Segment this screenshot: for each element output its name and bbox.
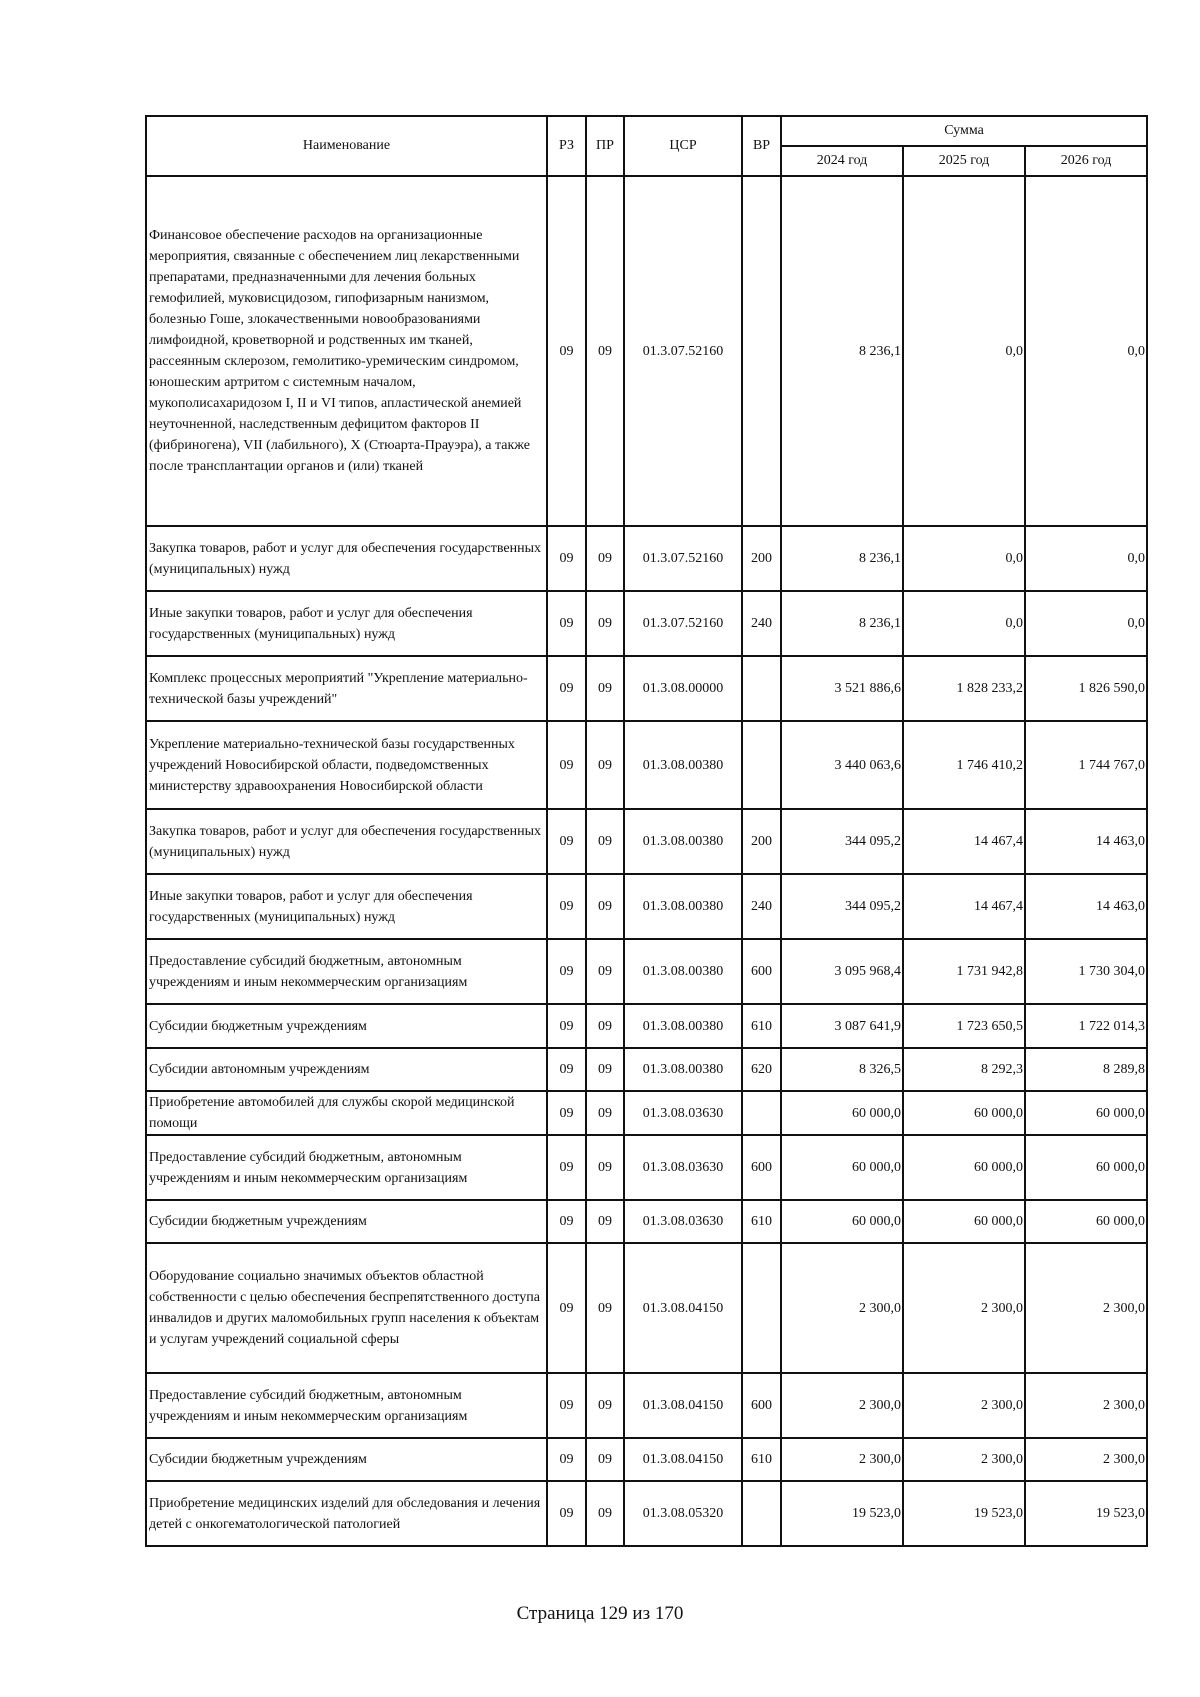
row-amount-2025: 2 300,0 [903,1243,1025,1373]
row-amount-2025: 0,0 [903,176,1025,526]
table-row [146,1135,1147,1200]
row-amount-2024: 2 300,0 [781,1373,903,1438]
header-pr: ПР [586,116,624,176]
row-vr [742,1243,781,1373]
row-pr: 09 [586,721,624,809]
row-amount-2025: 0,0 [903,591,1025,656]
row-csr: 01.3.08.03630 [624,1200,742,1243]
row-vr: 200 [742,809,781,874]
table-row [146,1091,1147,1135]
row-name: Финансовое обеспечение расходов на организационные мероприятия, связанные с обеспечением лиц лекарственными препаратами, предназначенными для лечения больных гемофилией, муковисцидозом, гипофизарным нанизмом, болезнью Гоше, злокачественными новообразованиями лимфоидной, кроветворной и родственных им тканей, рассеянным склерозом, гемолитико-уремическим синдромом, юношеским артритом с системным началом, мукополисахаридозом I, II и VI типов, апластической анемией неуточненной, наследственным дефицитом факторов II (фибриногена), VII (лабильного), X (Стюарта-Прауэра), а также после трансплантации органов и (или) тканей [146,176,547,526]
table-row [146,1481,1147,1546]
row-name: Закупка товаров, работ и услуг для обеспечения государственных (муниципальных) нужд [146,526,547,591]
table-row [146,176,1147,526]
row-amount-2026: 2 300,0 [1025,1438,1147,1481]
row-rz: 09 [547,1091,586,1135]
table-row [146,656,1147,721]
row-vr: 240 [742,591,781,656]
row-amount-2026: 60 000,0 [1025,1135,1147,1200]
row-vr [742,176,781,526]
row-amount-2024: 8 236,1 [781,176,903,526]
header-year-2025: 2025 год [903,146,1025,176]
table-row [146,591,1147,656]
row-amount-2025: 60 000,0 [903,1091,1025,1135]
table-header [146,116,1147,176]
row-name: Комплекс процессных мероприятий "Укрепление материально-технической базы учреждений" [146,656,547,721]
row-vr: 600 [742,939,781,1004]
table-row [146,1373,1147,1438]
row-amount-2025: 19 523,0 [903,1481,1025,1546]
row-csr: 01.3.08.05320 [624,1481,742,1546]
row-csr: 01.3.08.00000 [624,656,742,721]
row-rz: 09 [547,939,586,1004]
row-pr: 09 [586,1438,624,1481]
row-name: Предоставление субсидий бюджетным, автономным учреждениям и иным некоммерческим организациям [146,1373,547,1438]
budget-table [145,115,1148,1547]
row-amount-2024: 344 095,2 [781,874,903,939]
row-amount-2025: 0,0 [903,526,1025,591]
row-pr: 09 [586,1004,624,1048]
table-body [146,176,1147,1546]
row-pr: 09 [586,1200,624,1243]
row-vr: 200 [742,526,781,591]
row-amount-2024: 8 236,1 [781,526,903,591]
header-rz: РЗ [547,116,586,176]
row-pr: 09 [586,1091,624,1135]
table-row [146,1004,1147,1048]
row-pr: 09 [586,526,624,591]
row-amount-2024: 60 000,0 [781,1200,903,1243]
row-rz: 09 [547,1135,586,1200]
table-row [146,526,1147,591]
row-amount-2025: 14 467,4 [903,809,1025,874]
row-csr: 01.3.08.03630 [624,1091,742,1135]
row-csr: 01.3.08.00380 [624,721,742,809]
row-amount-2026: 2 300,0 [1025,1373,1147,1438]
table-row [146,1048,1147,1091]
row-csr: 01.3.07.52160 [624,526,742,591]
row-amount-2025: 1 731 942,8 [903,939,1025,1004]
row-amount-2025: 1 723 650,5 [903,1004,1025,1048]
row-amount-2026: 60 000,0 [1025,1091,1147,1135]
row-amount-2026: 8 289,8 [1025,1048,1147,1091]
row-amount-2024: 60 000,0 [781,1091,903,1135]
row-amount-2025: 14 467,4 [903,874,1025,939]
row-amount-2025: 1 828 233,2 [903,656,1025,721]
row-vr: 600 [742,1373,781,1438]
row-amount-2026: 60 000,0 [1025,1200,1147,1243]
row-name: Субсидии автономным учреждениям [146,1048,547,1091]
header-sum: Сумма [781,116,1147,146]
row-name: Оборудование социально значимых объектов областной собственности с целью обеспечения беспрепятственного доступа инвалидов и других маломобильных групп населения к объектам и услугам учреждений социальной сферы [146,1243,547,1373]
row-name: Закупка товаров, работ и услуг для обеспечения государственных (муниципальных) нужд [146,809,547,874]
row-rz: 09 [547,1438,586,1481]
row-amount-2024: 8 236,1 [781,591,903,656]
row-amount-2024: 344 095,2 [781,809,903,874]
row-rz: 09 [547,721,586,809]
row-pr: 09 [586,809,624,874]
row-amount-2024: 2 300,0 [781,1438,903,1481]
row-rz: 09 [547,1481,586,1546]
row-csr: 01.3.08.00380 [624,939,742,1004]
row-amount-2026: 14 463,0 [1025,809,1147,874]
row-rz: 09 [547,1200,586,1243]
row-pr: 09 [586,1048,624,1091]
row-rz: 09 [547,526,586,591]
row-pr: 09 [586,1135,624,1200]
row-amount-2026: 1 722 014,3 [1025,1004,1147,1048]
row-amount-2024: 3 087 641,9 [781,1004,903,1048]
row-csr: 01.3.07.52160 [624,591,742,656]
row-amount-2024: 3 521 886,6 [781,656,903,721]
header-vr: ВР [742,116,781,176]
row-pr: 09 [586,176,624,526]
row-csr: 01.3.08.00380 [624,1048,742,1091]
row-csr: 01.3.08.00380 [624,1004,742,1048]
header-csr: ЦСР [624,116,742,176]
row-amount-2024: 8 326,5 [781,1048,903,1091]
row-vr: 610 [742,1004,781,1048]
row-amount-2026: 1 744 767,0 [1025,721,1147,809]
row-csr: 01.3.08.00380 [624,809,742,874]
row-rz: 09 [547,1004,586,1048]
table-row [146,939,1147,1004]
row-amount-2024: 60 000,0 [781,1135,903,1200]
table-row [146,874,1147,939]
row-name: Укрепление материально-технической базы государственных учреждений Новосибирской области, подведомственных министерству здравоохранения Новосибирской области [146,721,547,809]
row-amount-2025: 8 292,3 [903,1048,1025,1091]
row-pr: 09 [586,591,624,656]
page-number: Страница 129 из 170 [516,1603,684,1624]
table-row [146,809,1147,874]
row-amount-2026: 14 463,0 [1025,874,1147,939]
row-amount-2026: 2 300,0 [1025,1243,1147,1373]
row-csr: 01.3.08.00380 [624,874,742,939]
row-amount-2025: 2 300,0 [903,1438,1025,1481]
row-amount-2025: 60 000,0 [903,1200,1025,1243]
row-rz: 09 [547,656,586,721]
row-name: Иные закупки товаров, работ и услуг для обеспечения государственных (муниципальных) нужд [146,591,547,656]
row-name: Предоставление субсидий бюджетным, автономным учреждениям и иным некоммерческим организациям [146,1135,547,1200]
row-rz: 09 [547,176,586,526]
row-vr: 610 [742,1438,781,1481]
row-amount-2024: 19 523,0 [781,1481,903,1546]
row-csr: 01.3.07.52160 [624,176,742,526]
row-csr: 01.3.08.03630 [624,1135,742,1200]
row-amount-2024: 2 300,0 [781,1243,903,1373]
header-row-top [146,116,1147,146]
header-year-2024: 2024 год [781,146,903,176]
table-row [146,721,1147,809]
row-pr: 09 [586,874,624,939]
row-amount-2026: 0,0 [1025,591,1147,656]
row-amount-2026: 1 730 304,0 [1025,939,1147,1004]
row-name: Иные закупки товаров, работ и услуг для обеспечения государственных (муниципальных) нужд [146,874,547,939]
row-rz: 09 [547,1373,586,1438]
header-name: Наименование [146,116,547,176]
row-pr: 09 [586,1481,624,1546]
row-rz: 09 [547,591,586,656]
row-amount-2025: 60 000,0 [903,1135,1025,1200]
row-amount-2026: 0,0 [1025,176,1147,526]
table-row [146,1243,1147,1373]
row-amount-2026: 1 826 590,0 [1025,656,1147,721]
row-amount-2026: 0,0 [1025,526,1147,591]
row-amount-2025: 1 746 410,2 [903,721,1025,809]
row-vr [742,1091,781,1135]
row-amount-2026: 19 523,0 [1025,1481,1147,1546]
row-rz: 09 [547,874,586,939]
row-vr: 610 [742,1200,781,1243]
row-csr: 01.3.08.04150 [624,1373,742,1438]
row-pr: 09 [586,939,624,1004]
row-amount-2024: 3 095 968,4 [781,939,903,1004]
row-vr [742,1481,781,1546]
row-name: Субсидии бюджетным учреждениям [146,1438,547,1481]
row-name: Предоставление субсидий бюджетным, автономным учреждениям и иным некоммерческим организациям [146,939,547,1004]
row-pr: 09 [586,1243,624,1373]
header-year-2026: 2026 год [1025,146,1147,176]
row-amount-2024: 3 440 063,6 [781,721,903,809]
table-row [146,1438,1147,1481]
row-name: Субсидии бюджетным учреждениям [146,1004,547,1048]
row-vr: 620 [742,1048,781,1091]
row-name: Субсидии бюджетным учреждениям [146,1200,547,1243]
row-rz: 09 [547,1243,586,1373]
row-pr: 09 [586,1373,624,1438]
row-amount-2025: 2 300,0 [903,1373,1025,1438]
row-vr: 240 [742,874,781,939]
row-vr [742,656,781,721]
row-rz: 09 [547,1048,586,1091]
row-pr: 09 [586,656,624,721]
row-rz: 09 [547,809,586,874]
row-vr: 600 [742,1135,781,1200]
row-csr: 01.3.08.04150 [624,1243,742,1373]
row-name: Приобретение автомобилей для службы скорой медицинской помощи [146,1091,547,1135]
row-vr [742,721,781,809]
row-csr: 01.3.08.04150 [624,1438,742,1481]
row-name: Приобретение медицинских изделий для обследования и лечения детей с онкогематологической патологией [146,1481,547,1546]
table-row [146,1200,1147,1243]
